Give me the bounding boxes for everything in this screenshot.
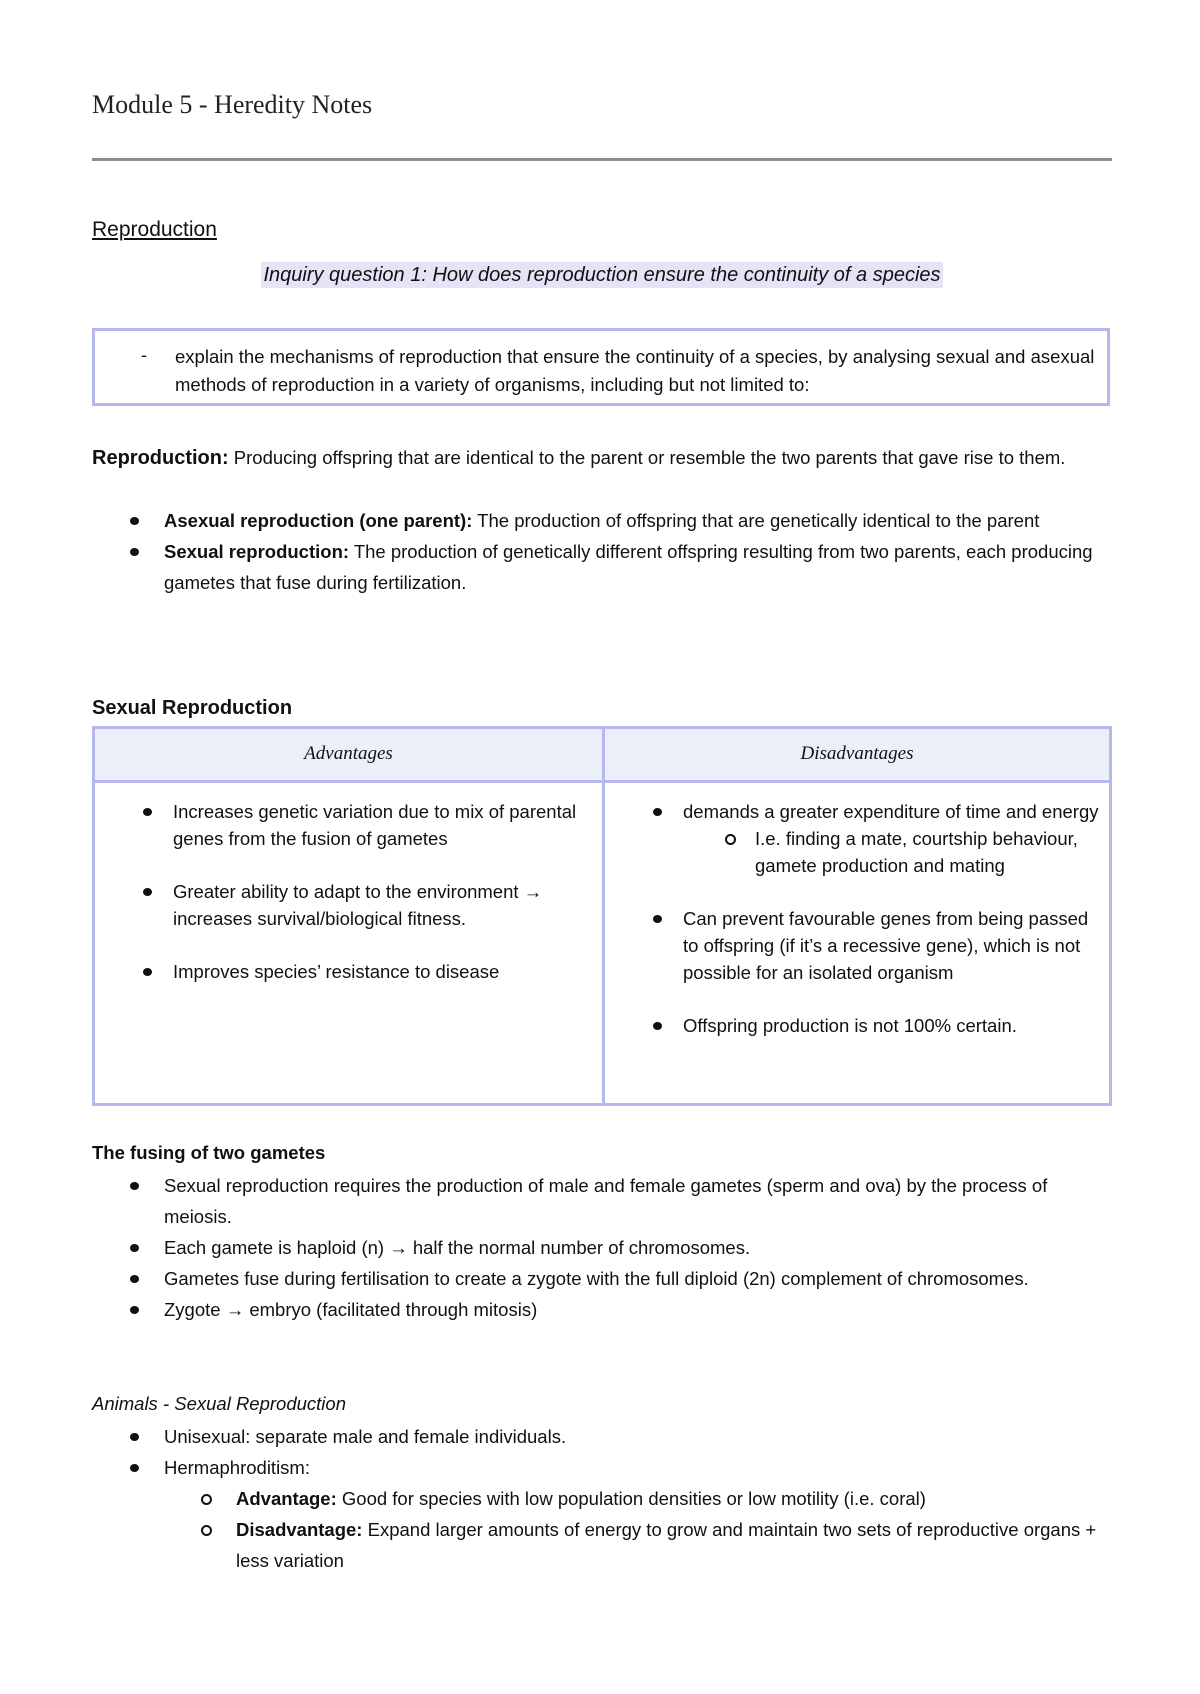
gametes-list — [92, 1170, 1118, 1325]
animals-list — [92, 1421, 1118, 1576]
list-item — [92, 1263, 1118, 1294]
unisexual-text: Unisexual: separate male and female individuals. — [164, 1426, 567, 1447]
list-item — [605, 1012, 1105, 1039]
disadvantages-list — [605, 798, 1105, 1039]
spacer — [605, 986, 1105, 1012]
spacer — [95, 932, 585, 958]
animals-heading: Animals - Sexual Reproduction — [92, 1393, 346, 1414]
list-item — [92, 1170, 1118, 1232]
reproduction-types-list — [92, 505, 1118, 598]
list-item — [92, 1452, 1118, 1483]
gamete-text: Each gamete is haploid (n) → half the normal number of chromosomes. — [164, 1237, 751, 1258]
sub-bullet-icon — [725, 834, 736, 845]
spacer — [605, 879, 1105, 905]
sub-bullet-icon — [201, 1525, 212, 1536]
disadvantage-text: Expand larger amounts of energy to grow and maintain two sets of reproductive organs + less variation — [236, 1519, 1097, 1571]
disadvantage-text: Can prevent favourable genes from being passed to offspring (if it’s a recessive gene), which is not possible for an isolated organism — [683, 908, 1089, 983]
advantages-disadvantages-table — [92, 726, 1112, 1106]
bullet-icon — [130, 1275, 139, 1283]
advantage-text: Greater ability to adapt to the environment → increases survival/biological fitness. — [173, 881, 543, 929]
bullet-icon — [130, 548, 139, 556]
gamete-text: Zygote → embryo (facilitated through mitosis) — [164, 1299, 538, 1320]
disadvantage-subtext: I.e. finding a mate, courtship behaviour, gamete production and mating — [755, 828, 1078, 876]
advantage-text: Improves species’ resistance to disease — [173, 961, 500, 982]
bullet-icon — [143, 968, 152, 976]
title-divider — [92, 158, 1112, 161]
asexual-text: The production of offspring that are genetically identical to the parent — [472, 510, 1040, 531]
gamete-text: Gametes fuse during fertilisation to create a zygote with the full diploid (2n) complement of chromosomes. — [164, 1268, 1029, 1289]
list-item — [92, 505, 1118, 536]
list-item — [92, 536, 1118, 598]
spacer — [95, 852, 585, 878]
bullet-icon — [130, 1306, 139, 1314]
bullet-icon — [653, 915, 662, 923]
list-item — [95, 958, 585, 985]
disadvantage-term: Disadvantage: — [236, 1519, 363, 1540]
list-item — [95, 878, 585, 932]
bullet-icon — [653, 1022, 662, 1030]
inquiry-question-text: Inquiry question 1: How does reproduction ensure the continuity of a species — [263, 264, 941, 286]
definition-text: Producing offspring that are identical to the parent or resemble the two parents that gave rise to them. — [228, 447, 1066, 468]
list-item — [605, 798, 1105, 825]
bullet-icon — [653, 808, 662, 816]
disadvantages-header: Disadvantages — [800, 743, 914, 764]
list-item — [605, 905, 1105, 986]
bullet-icon — [130, 1433, 139, 1441]
list-item — [605, 825, 1105, 879]
list-item — [92, 1421, 1118, 1452]
bullet-icon — [130, 1464, 139, 1472]
bullet-icon — [130, 1182, 139, 1190]
reproduction-definition — [92, 442, 1118, 474]
gamete-text: Sexual reproduction requires the production of male and female gametes (sperm and ova) by the process of meiosis. — [164, 1175, 1048, 1227]
advantage-term: Advantage: — [236, 1488, 337, 1509]
hermaphroditism-text: Hermaphroditism: — [164, 1457, 310, 1478]
bullet-icon — [130, 517, 139, 525]
bullet-icon — [130, 1244, 139, 1252]
outcome-text: explain the mechanisms of reproduction that ensure the continuity of a species, by analysing sexual and asexual methods of reproduction in a variety of organisms, including but not limited to: — [175, 346, 1095, 395]
sexual-text: The production of genetically different offspring resulting from two parents, each producing gametes that fuse during fertilization. — [164, 541, 1093, 593]
outcome-dash: - — [141, 345, 147, 365]
disadvantage-text: demands a greater expenditure of time and energy — [683, 801, 1099, 822]
disadvantage-text: Offspring production is not 100% certain. — [683, 1015, 1017, 1036]
reproduction-heading: Reproduction — [92, 218, 217, 241]
sexual-term: Sexual reproduction: — [164, 541, 350, 562]
inquiry-question — [92, 264, 1112, 287]
list-item — [92, 1483, 1118, 1514]
advantage-text: Good for species with low population densities or low motility (i.e. coral) — [336, 1488, 926, 1509]
sexual-reproduction-heading: Sexual Reproduction — [92, 697, 293, 719]
list-item — [92, 1232, 1118, 1263]
advantages-header: Advantages — [304, 743, 393, 764]
asexual-term: Asexual reproduction (one parent): — [164, 510, 473, 531]
list-item — [95, 798, 585, 852]
list-item — [92, 1294, 1118, 1325]
advantages-list — [95, 798, 585, 985]
bullet-icon — [143, 808, 152, 816]
page-title: Module 5 - Heredity Notes — [92, 90, 373, 119]
sub-bullet-icon — [201, 1494, 212, 1505]
syllabus-outcome-box — [92, 328, 1110, 406]
list-item — [92, 1514, 1118, 1576]
definition-term: Reproduction: — [92, 447, 229, 469]
bullet-icon — [143, 888, 152, 896]
gametes-heading: The fusing of two gametes — [92, 1142, 326, 1163]
advantage-text: Increases genetic variation due to mix of parental genes from the fusion of gametes — [173, 801, 577, 849]
